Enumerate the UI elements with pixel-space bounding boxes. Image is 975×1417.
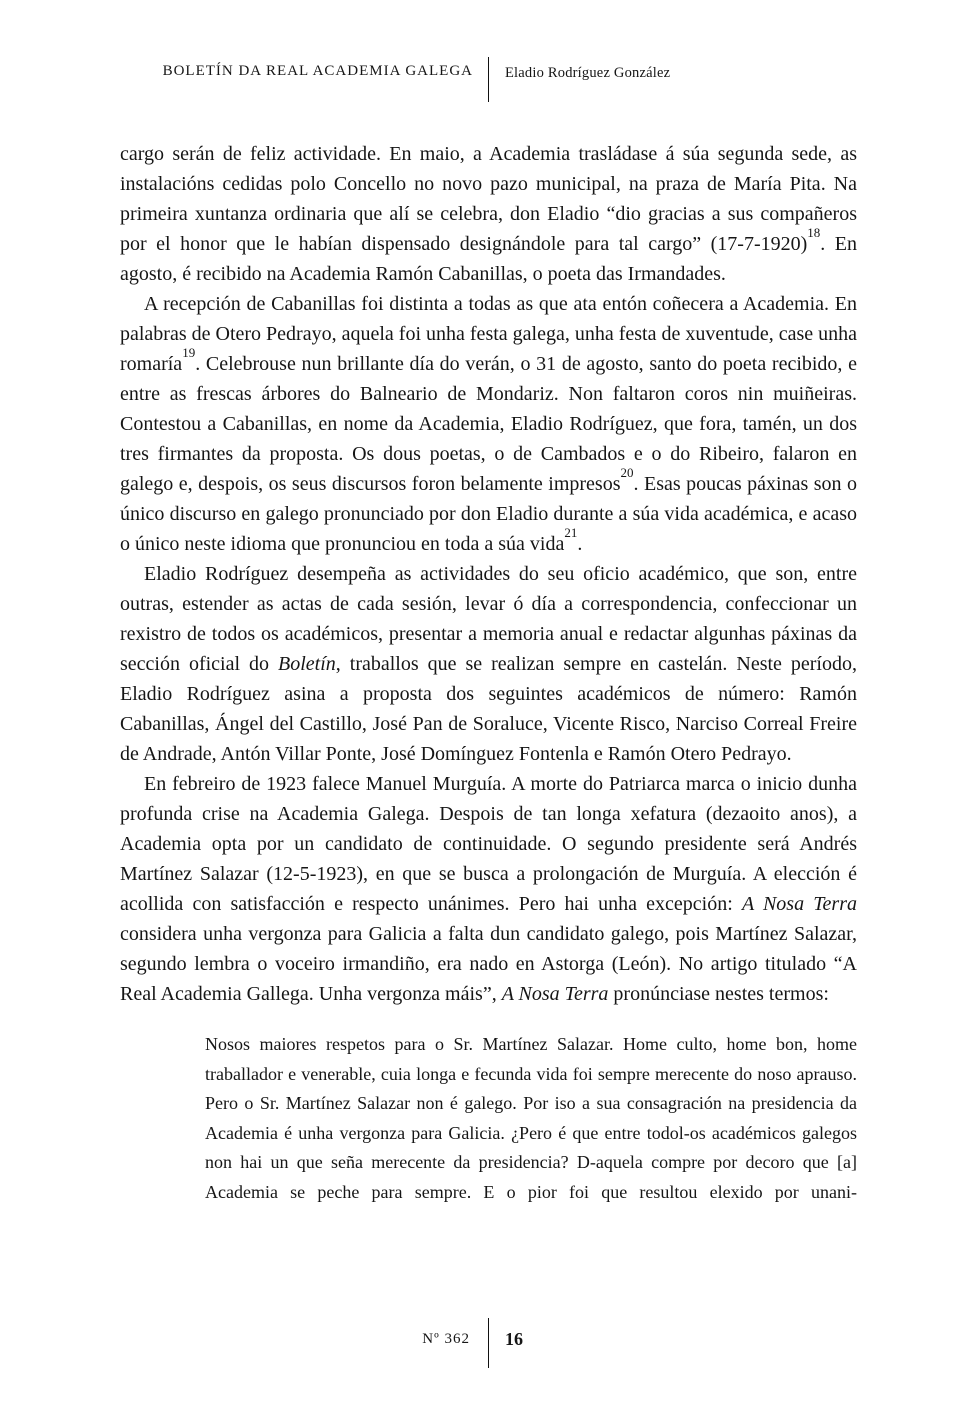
paragraph-2: [120, 289, 857, 559]
text-segment: A recepción de Cabanillas foi distinta a todas as que ata entón coñecera a Academia. En palabras de Otero Pedrayo, aquela foi unha festa galega, unha festa de xuventude, case unha romaría: [120, 293, 857, 375]
italic-text: A Nosa Terra: [501, 983, 609, 1005]
text-segment: cargo serán de feliz actividade. En maio, a Academia trasládase á súa segunda sede, as instalacións cedidas polo Concello no novo pazo municipal, na praza de María Pita. Na primeira xuntanza ordinaria que alí se celebra, don Eladio “dio gracias a sus compañeros por el honor que le habían dispensado designándole para tal cargo” (17-7-1920): [120, 143, 857, 255]
journal-title: BOLETÍN DA REAL ACADEMIA GALEGA: [162, 63, 473, 79]
running-head-author: Eladio Rodríguez González: [505, 65, 671, 81]
article-body: [120, 139, 857, 1207]
paragraph-4: [120, 769, 857, 1009]
footnote-ref: 21: [564, 525, 578, 541]
text-segment: Eladio Rodríguez desempeña as actividades do seu oficio académico, que son, entre outras, estender as actas de cada sesión, levar ó día a correspondencia, confeccionar un rexistro de todos os académicos, presentar a memoria anual e redactar algunhas páxinas da sección oficial do: [120, 563, 857, 675]
italic-text: Boletín: [278, 653, 336, 675]
italic-text: A Nosa Terra: [741, 893, 857, 915]
paragraph-3: [120, 559, 857, 769]
text-segment: Nosos maiores respetos para o Sr. Martínez Salazar. Home culto, home bon, home traballador e venerable, cuia longa e fecunda vida foi sempre merecente do noso aprauso. Pero o Sr. Martínez Salazar non é galego. Por iso a sua consagración na presidencia da Academia é unha vergonza para Galicia. ¿Pero é que entre todol-os académicos galegos non hai un que seña merecente da presidencia? D-aquela compre por decoro que [a] Academia se peche para sempre. E o pior foi que resultou elexido por unani-: [205, 1034, 857, 1202]
text-segment: En febreiro de 1923 falece Manuel Murguía. A morte do Patriarca marca o inicio dunha profunda crise na Academia Galega. Despois de tan longa xefatura (dezaoito anos), a Academia opta por un candidato de continuidade. O segundo presidente será Andrés Martínez Salazar (12-5-1923), en que se busca a prolongación de Murguía. A elección é acollida con satisfacción e respecto unánimes. Pero hai unha excepción:: [120, 773, 857, 915]
text-segment: , traballos que se realizan sempre en castelán. Neste período, Eladio Rodríguez asina a proposta dos seguintes académicos de número: Ramón Cabanillas, Ángel del Castillo, José Pan de Soraluce, Vicente Risco, Narciso Correal Freire de Andrade, Antón Villar Ponte, José Domínguez Fontenla e Ramón Otero Pedrayo.: [120, 653, 857, 765]
footnote-ref: 20: [620, 465, 634, 481]
footnote-ref: 18: [807, 225, 821, 241]
blockquote-excerpt: [205, 1030, 857, 1207]
text-segment: . Celebrouse nun brillante día do verán, o 31 de agosto, santo do poeta recibido, e entre as frescas árbores do Balneario de Mondariz. Non faltaron coros nin muiñeiras. Contestou a Cabanillas, en nome da Academia, Eladio Rodríguez, que fora, tamén, un dos tres firmantes da proposta. Os dous poetas, o de Cambados e o do Ribeiro, falaron en galego e, despois, os seus discursos foron belamente impresos: [120, 353, 857, 495]
footnote-ref: 19: [182, 345, 196, 361]
page-number: 16: [505, 1329, 523, 1349]
text-segment: pronúnciase nestes termos:: [608, 983, 829, 1005]
paragraph-1: [120, 139, 857, 289]
text-segment: .: [577, 533, 583, 555]
issue-number: Nº 362: [422, 1331, 470, 1347]
header-divider: [488, 57, 489, 102]
footer-divider: [488, 1318, 489, 1368]
text-segment: . Esas poucas páxinas son o único discurso en galego pronunciado por don Eladio durante a súa vida académica, e acaso o único neste idioma que pronunciou en toda a súa vida: [120, 473, 857, 555]
text-segment: considera unha vergonza para Galicia a falta dun candidato galego, pois Martínez Salazar, segundo lembra o voceiro irmandiño, era nado en Astorga (León). No artigo titulado “A Real Academia Gallega. Unha vergonza máis”,: [120, 923, 857, 1005]
text-segment: . En agosto, é recibido na Academia Ramón Cabanillas, o poeta das Irmandades.: [120, 233, 857, 285]
